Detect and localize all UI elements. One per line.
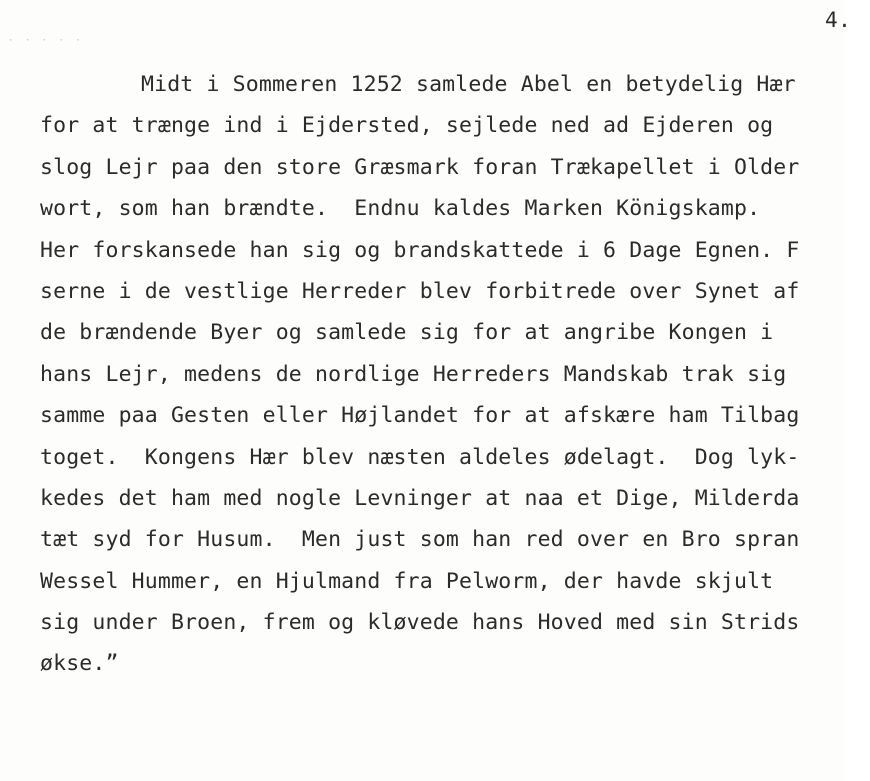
text-line: hans Lejr, medens de nordlige Herreders Mandskab trak sig [40, 361, 787, 387]
text-line: wort, som han brændte. Endnu kaldes Marken Königskamp. [40, 196, 761, 222]
body-text [40, 64, 870, 685]
text-line: toget. Kongens Hær blev næsten aldeles ødelagt. Dog lyk- [40, 444, 800, 470]
text-line: tæt syd for Husum. Men just som han red over en Bro spran [40, 527, 800, 553]
text-line: Midt i Sommeren 1252 samlede Abel en betydelig Hær [141, 72, 796, 97]
text-line: for at trænge ind i Ejdersted, sejlede ned ad Ejderen og [40, 113, 774, 139]
text-line: Her forskansede han sig og brandskattede i 6 Dage Egnen. F [40, 237, 800, 263]
text-line: slog Lejr paa den store Græsmark foran Trækapellet i Older [40, 154, 800, 180]
text-line: serne i de vestlige Herreder blev forbitrede over Synet af [40, 278, 800, 304]
text-line: økse.” [40, 651, 119, 677]
text-line: samme paa Gesten eller Højlandet for at afskære ham Tilbag [40, 403, 800, 429]
text-line: Wessel Hummer, en Hjulmand fra Pelworm, der havde skjult [40, 568, 774, 594]
page-number: 4. [825, 8, 852, 32]
text-line: de brændende Byer og samlede sig for at angribe Kongen i [40, 320, 774, 346]
text-line: sig under Broen, frem og kløvede hans Hoved med sin Strids [40, 610, 800, 636]
scan-speck: · · · · · [8, 36, 84, 46]
text-line: kedes det ham med nogle Levninger at naa et Dige, Milderda [40, 485, 800, 511]
